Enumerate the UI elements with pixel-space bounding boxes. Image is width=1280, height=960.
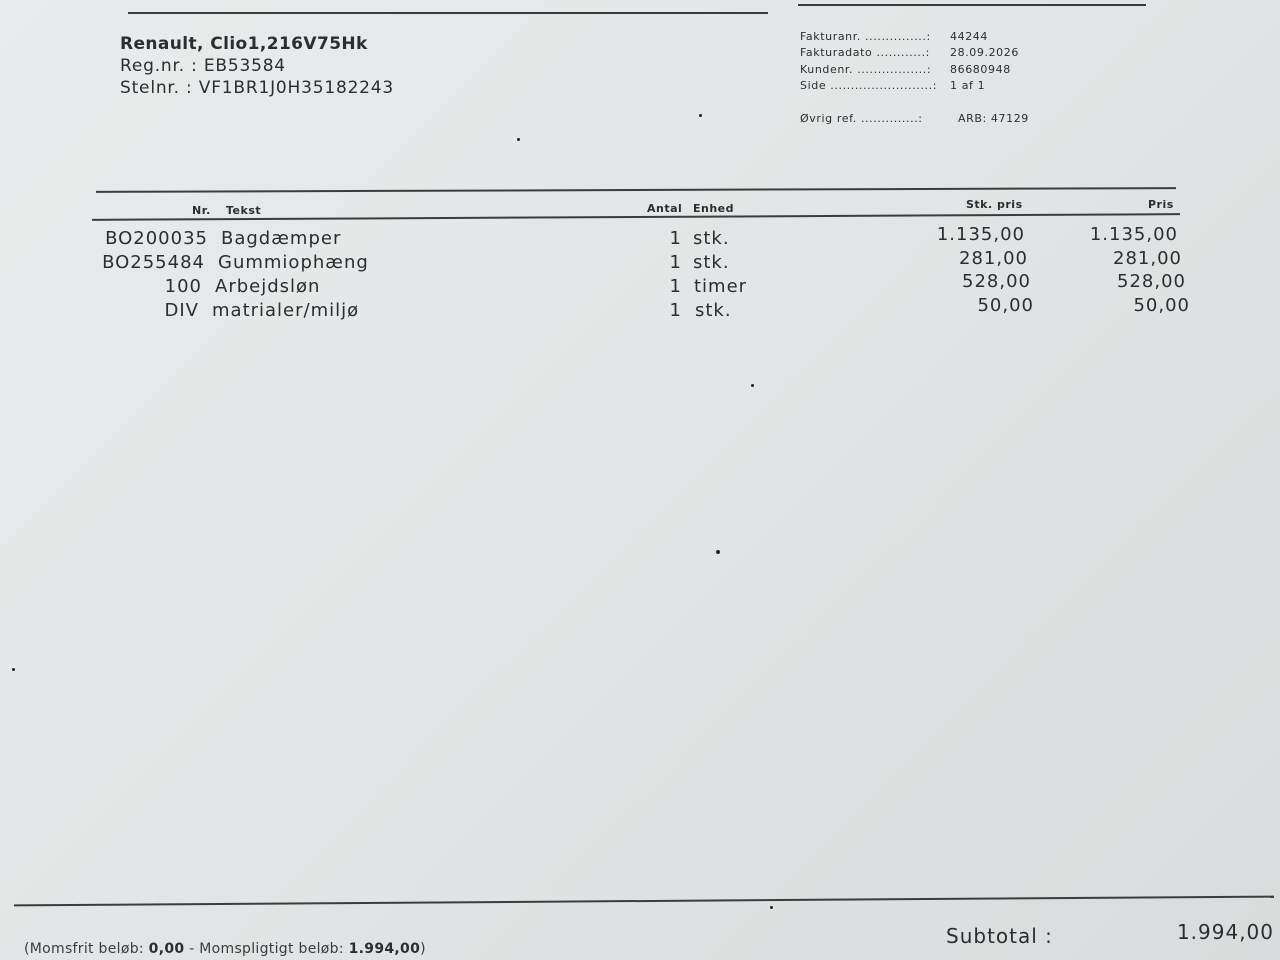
header-nr: Nr.: [192, 204, 211, 217]
invoice-number-row: [800, 28, 1029, 45]
item-price: 50,00: [1133, 295, 1190, 316]
paper-speck: [517, 138, 520, 141]
vehicle-title: Renault, Clio1,216V75Hk: [120, 34, 368, 54]
invoice-date: 28.09.2026: [950, 46, 1019, 60]
item-unit-price: 281,00: [959, 248, 1028, 269]
footer-rule: [14, 896, 1274, 907]
invoice-number-label: Fakturanr. ...............:: [800, 29, 931, 43]
item-text: Arbejdsløn: [215, 276, 321, 297]
paper-speck: [770, 906, 773, 909]
item-unit-price: 528,00: [962, 271, 1031, 292]
other-ref-label: Øvrig ref. ..............:: [800, 111, 923, 125]
item-price: 281,00: [1113, 248, 1182, 269]
item-text: Gummiophæng: [218, 252, 369, 273]
table-top-rule: [96, 187, 1176, 193]
other-ref: ARB: 47129: [958, 111, 1029, 125]
item-quantity: 1: [669, 228, 682, 249]
header-stk-pris: Stk. pris: [966, 198, 1023, 211]
header-pris: Pris: [1148, 198, 1174, 211]
closing-paren: ): [420, 941, 426, 957]
page-label: Side .........................:: [800, 79, 938, 93]
vehicle-block: [120, 34, 394, 98]
item-text: matrialer/miljø: [212, 300, 360, 321]
table-row: [0, 295, 1280, 324]
customer-number: 86680948: [950, 62, 1011, 76]
header-tekst: Tekst: [226, 204, 262, 217]
item-text: Bagdæmper: [221, 228, 342, 249]
item-unit-price: 50,00: [977, 295, 1034, 316]
item-quantity: 1: [669, 276, 682, 297]
item-price: 1.135,00: [1089, 224, 1178, 245]
vat-free-label: (Momsfrit beløb:: [24, 941, 149, 957]
subtotal-label: Subtotal :: [946, 924, 1053, 948]
item-unit: stk.: [695, 300, 732, 321]
customer-number-row: [800, 61, 1029, 78]
top-rule-left: [128, 12, 768, 14]
vat-liable-amount: 1.994,00: [348, 941, 421, 957]
subtotal-value: 1.994,00: [1176, 920, 1274, 944]
item-quantity: 1: [669, 252, 682, 273]
paper-speck: [716, 550, 720, 554]
paper-speck: [699, 114, 702, 117]
item-number: BO200035: [105, 228, 208, 249]
registration-number: Reg.nr. : EB53584: [120, 56, 286, 76]
item-quantity: 1: [669, 300, 682, 321]
invoice-number: 44244: [950, 29, 988, 43]
invoice-date-row: [800, 45, 1029, 62]
invoice-date-label: Fakturadato ............:: [800, 46, 930, 60]
paper-speck: [12, 668, 15, 671]
vat-breakdown: [24, 941, 426, 957]
item-unit: timer: [694, 276, 748, 297]
page-number: 1 af 1: [950, 79, 986, 93]
chassis-number: Stelnr. : VF1BR1J0H35182243: [120, 78, 395, 98]
vat-free-amount: 0,00: [148, 941, 185, 957]
other-ref-row: [800, 110, 1029, 127]
item-unit: stk.: [693, 252, 730, 273]
item-number: 100: [164, 276, 202, 297]
invoice-meta: [800, 28, 1029, 127]
page-row: [800, 78, 1029, 95]
item-number: DIV: [164, 300, 199, 321]
item-number: BO255484: [102, 252, 205, 273]
item-unit-price: 1.135,00: [936, 224, 1025, 245]
item-unit: stk.: [693, 228, 730, 249]
customer-number-label: Kundenr. .................:: [800, 62, 932, 76]
header-enhed: Enhed: [693, 202, 735, 215]
header-antal: Antal: [647, 202, 683, 215]
top-rule-right: [798, 4, 1146, 6]
vat-liable-label: - Momspligtigt beløb:: [184, 941, 349, 957]
paper-speck: [751, 384, 754, 387]
item-price: 528,00: [1117, 271, 1186, 292]
